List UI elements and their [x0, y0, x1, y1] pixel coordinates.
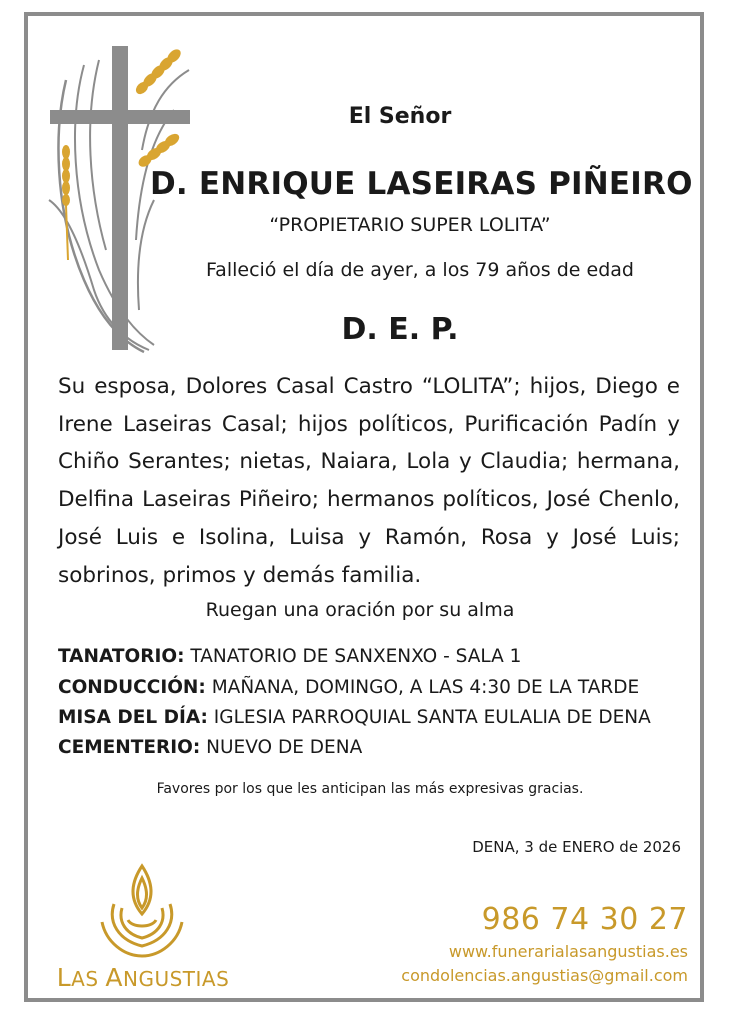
dateline: DENA, 3 de ENERO de 2026 — [472, 838, 681, 856]
thanks-note: Favores por los que les anticipan las más expresivas gracias. — [156, 781, 584, 797]
family-line: Su esposa, Dolores Casal Castro “LOLITA”; hijos, Diego e — [58, 374, 680, 399]
candle-flame-emblem-icon — [92, 860, 192, 960]
service-label: MISA DEL DÍA: — [58, 707, 208, 728]
brand-text: AS — [71, 967, 106, 991]
family-line: Irene Laseiras Casal; hijos políticos, Purificación Padín y — [58, 411, 680, 437]
title-prefix: El Señor — [348, 104, 452, 129]
service-misa — [58, 707, 651, 728]
family-line: José Luis e Isolina, Luisa y Ramón, Rosa y José Luis; — [58, 524, 680, 550]
service-value: IGLESIA PARROQUIAL SANTA EULALIA DE DENA — [213, 707, 651, 728]
family-line: Chiño Serantes; nietas, Naiara, Lola y Claudia; hermana, — [58, 449, 680, 475]
death-statement: Falleció el día de ayer, a los 79 años de edad — [206, 259, 634, 281]
phone-number[interactable]: 986 74 30 27 — [481, 902, 688, 937]
family-paragraph — [58, 368, 680, 594]
service-conduccion — [58, 677, 639, 698]
website-link[interactable]: www.funerarialasangustias.es — [448, 942, 688, 961]
service-cementerio — [58, 737, 362, 758]
brand-text: NGUSTIAS — [122, 967, 230, 991]
service-label: TANATORIO: — [58, 646, 185, 667]
service-value: NUEVO DE DENA — [206, 737, 363, 758]
service-tanatorio — [58, 646, 521, 667]
deceased-name: D. ENRIQUE LASEIRAS PIÑEIRO — [150, 166, 693, 202]
email-link[interactable]: condolencias.angustias@gmail.com — [401, 966, 688, 985]
prayer-request: Ruegan una oración por su alma — [205, 599, 515, 621]
family-line: sobrinos, primos y demás familia. — [58, 562, 422, 588]
rip-heading: D. E. P. — [341, 312, 459, 347]
funeral-home-brand — [48, 963, 238, 992]
service-label: CEMENTERIO: — [58, 737, 201, 758]
service-label: CONDUCCIÓN: — [58, 677, 206, 698]
service-value: MAÑANA, DOMINGO, A LAS 4:30 DE LA TARDE — [211, 677, 640, 698]
brand-initial: L — [56, 963, 72, 992]
service-value: TANATORIO DE SANXENXO - SALA 1 — [190, 646, 522, 667]
family-line: Delfina Laseiras Piñeiro; hermanos políticos, José Chenlo, — [58, 487, 680, 513]
brand-initial: A — [105, 963, 123, 992]
deceased-nickname: “PROPIETARIO SUPER LOLITA” — [269, 214, 551, 236]
